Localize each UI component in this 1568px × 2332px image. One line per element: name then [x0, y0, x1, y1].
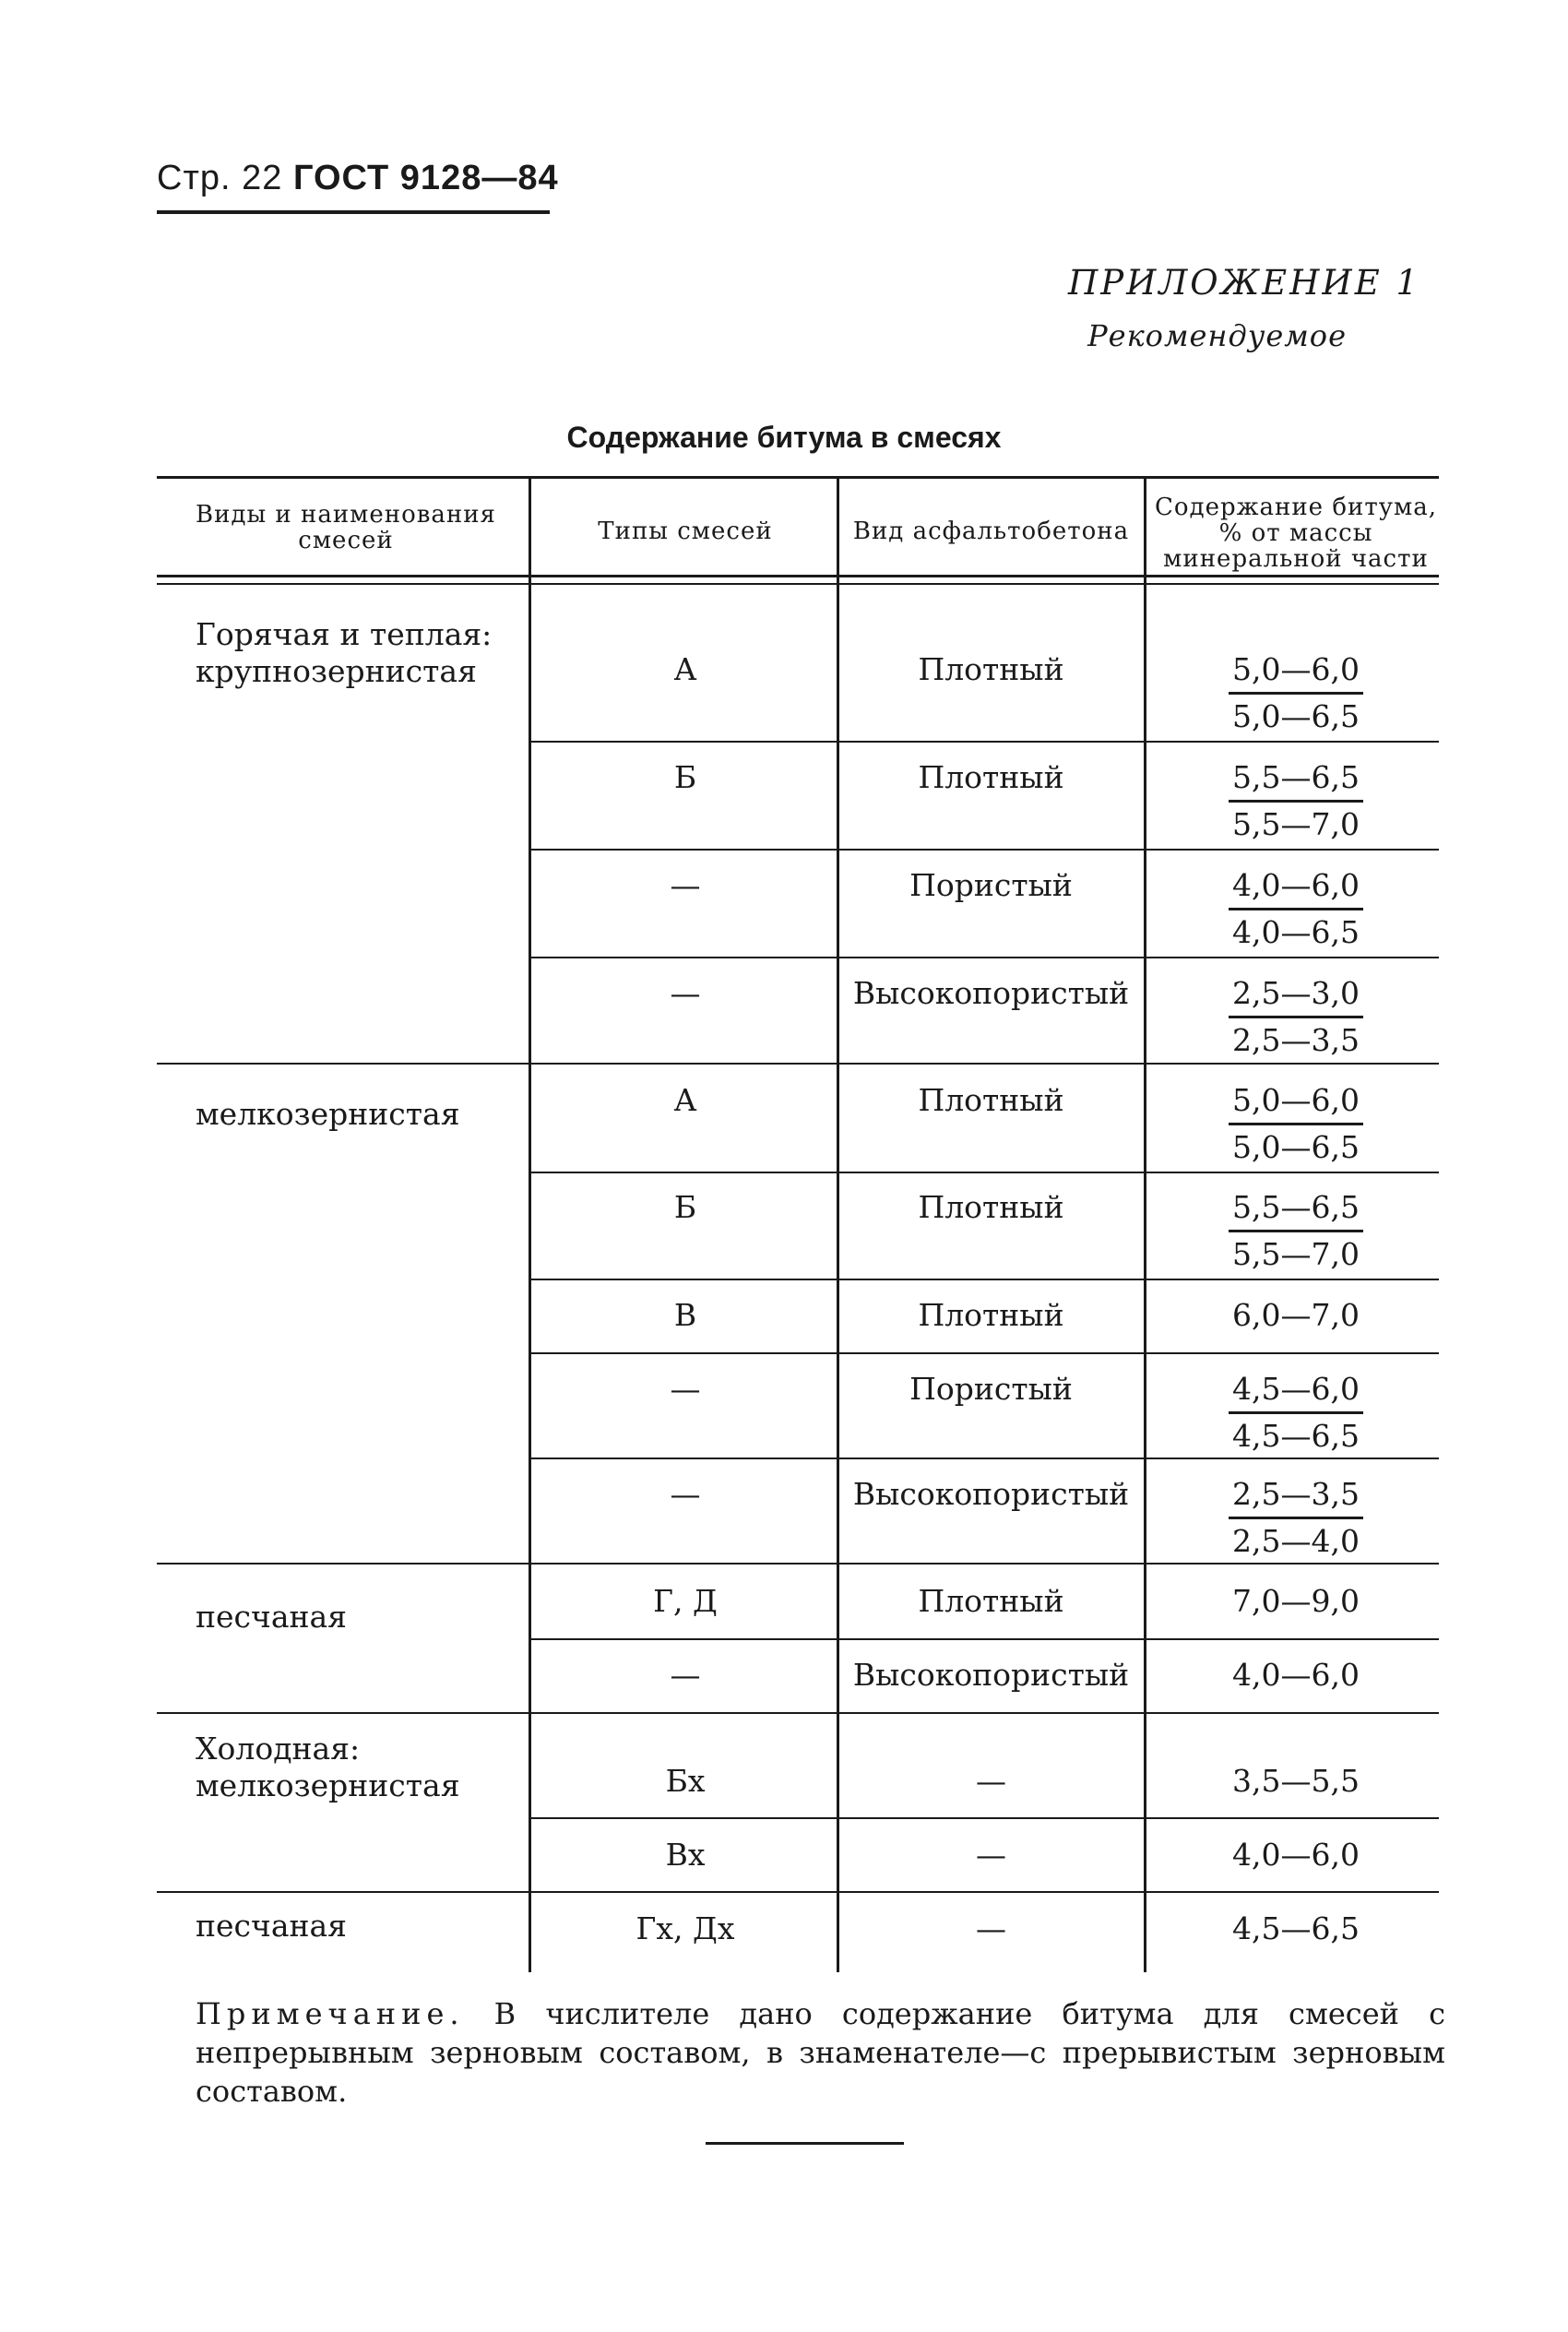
bitumen-denominator: 5,0—6,5: [1232, 1129, 1360, 1165]
header-rule: [157, 210, 550, 214]
cell-type: Бх: [665, 1763, 706, 1799]
cell-kind: Горячая и теплая: крупнозернистая: [196, 616, 493, 689]
cell-concrete: Плотный: [918, 1583, 1064, 1619]
bitumen-fraction: [1229, 651, 1363, 735]
cell-kind: Холодная: мелкозернистая: [196, 1731, 460, 1803]
cell-concrete: Плотный: [918, 1082, 1064, 1118]
cell-type: А: [673, 651, 697, 687]
cell-bitumen: [1148, 651, 1443, 735]
cell-kind: песчаная: [196, 1908, 347, 1944]
row-rule: [530, 1458, 1439, 1459]
group-rule: [157, 1063, 1439, 1065]
column-rule-1: [529, 476, 531, 1972]
bitumen-numerator: 2,5—3,5: [1229, 1476, 1363, 1519]
bitumen-numerator: 5,5—6,5: [1229, 759, 1363, 803]
cell-bitumen: [1148, 1082, 1443, 1166]
note-label: Примечание.: [196, 1996, 465, 2031]
cell-bitumen: [1148, 975, 1443, 1059]
cell-concrete: Плотный: [918, 759, 1064, 795]
appendix-title: ПРИЛОЖЕНИЕ 1: [1067, 263, 1420, 303]
row-rule: [530, 1279, 1439, 1280]
cell-type: В: [673, 1297, 697, 1333]
group-rule: [157, 1563, 1439, 1565]
table-note: [196, 1994, 1445, 2111]
cell-type: Б: [673, 759, 697, 795]
bitumen-fraction: [1229, 1371, 1363, 1455]
cell-bitumen: [1148, 1476, 1443, 1560]
bitumen-denominator: 5,0—6,5: [1232, 698, 1360, 734]
row-rule: [530, 957, 1439, 958]
bitumen-fraction: [1229, 975, 1363, 1059]
bitumen-fraction: [1229, 1082, 1363, 1166]
group-rule: [157, 1712, 1439, 1714]
note-text: В числителе дано содержание битума для смесей с непрерывным зерновым составом, в знаменателе—с прерывистым зерновым составом.: [196, 1996, 1445, 2109]
page-number: Стр. 22: [157, 159, 283, 197]
cell-bitumen: 4,0—6,0: [1232, 1837, 1360, 1873]
cell-bitumen: [1148, 759, 1443, 843]
standard-number: ГОСТ 9128—84: [292, 159, 559, 197]
table-title: Содержание битума в смесях: [566, 421, 1002, 454]
bitumen-numerator: 5,0—6,0: [1229, 1082, 1363, 1125]
cell-bitumen: 6,0—7,0: [1232, 1297, 1360, 1333]
end-rule: [706, 2142, 904, 2145]
bitumen-denominator: 2,5—3,5: [1232, 1022, 1360, 1058]
bitumen-fraction: [1229, 759, 1363, 843]
column-header-concrete: Вид асфальтобетона: [852, 518, 1130, 545]
cell-bitumen: [1148, 867, 1443, 951]
cell-bitumen: [1148, 1371, 1443, 1455]
table-top-rule: [157, 476, 1439, 479]
cell-type: Гх, Дх: [636, 1910, 735, 1946]
header-bottom-rule: [157, 575, 1439, 577]
cell-type: Г, Д: [653, 1583, 718, 1619]
cell-concrete: Плотный: [918, 651, 1064, 687]
cell-type: А: [673, 1082, 697, 1118]
bitumen-fraction: [1229, 1189, 1363, 1273]
row-rule: [530, 849, 1439, 851]
bitumen-denominator: 5,5—7,0: [1232, 806, 1360, 842]
cell-concrete: Пористый: [909, 867, 1073, 903]
cell-bitumen: 4,5—6,5: [1232, 1910, 1360, 1946]
cell-type: —: [670, 1371, 701, 1407]
bitumen-denominator: 5,5—7,0: [1232, 1236, 1360, 1272]
row-rule: [530, 1352, 1439, 1354]
bitumen-numerator: 5,5—6,5: [1229, 1189, 1363, 1232]
bitumen-numerator: 5,0—6,0: [1229, 651, 1363, 695]
cell-bitumen: 3,5—5,5: [1232, 1763, 1360, 1799]
bitumen-numerator: 2,5—3,0: [1229, 975, 1363, 1018]
cell-concrete: —: [976, 1763, 1006, 1799]
row-rule: [530, 741, 1439, 743]
cell-type: Б: [673, 1189, 697, 1225]
cell-concrete: Плотный: [918, 1297, 1064, 1333]
bitumen-denominator: 4,0—6,5: [1232, 914, 1360, 950]
column-rule-3: [1144, 476, 1146, 1972]
bitumen-fraction: [1229, 867, 1363, 951]
cell-bitumen: 7,0—9,0: [1232, 1583, 1360, 1619]
cell-type: —: [670, 975, 701, 1011]
row-rule: [530, 1172, 1439, 1173]
column-header-bitumen: Содержание битума, % от массы минеральной части: [1155, 494, 1437, 573]
cell-bitumen: 4,0—6,0: [1232, 1657, 1360, 1693]
cell-kind: песчаная: [196, 1599, 347, 1635]
bitumen-denominator: 4,5—6,5: [1232, 1418, 1360, 1454]
column-header-type: Типы смесей: [598, 518, 773, 545]
cell-type: —: [670, 1476, 701, 1512]
group-rule: [157, 1891, 1439, 1893]
bitumen-numerator: 4,0—6,0: [1229, 867, 1363, 910]
cell-concrete: —: [976, 1910, 1006, 1946]
bitumen-numerator: 4,5—6,0: [1229, 1371, 1363, 1414]
row-rule: [530, 1817, 1439, 1819]
cell-concrete: Пористый: [909, 1371, 1073, 1407]
cell-type: —: [670, 1657, 701, 1693]
column-header-kind: Виды и наименования смесей: [196, 501, 496, 554]
page-header: [157, 159, 559, 198]
cell-concrete: —: [976, 1837, 1006, 1873]
cell-bitumen: [1148, 1189, 1443, 1273]
cell-concrete: Высокопористый: [852, 1476, 1130, 1512]
cell-concrete: Высокопористый: [852, 975, 1130, 1011]
cell-type: —: [670, 867, 701, 903]
header-bottom-rule-2: [157, 583, 1439, 585]
cell-concrete: Высокопористый: [852, 1657, 1130, 1693]
cell-type: Вх: [665, 1837, 706, 1873]
row-rule: [530, 1638, 1439, 1640]
cell-concrete: Плотный: [918, 1189, 1064, 1225]
bitumen-fraction: [1229, 1476, 1363, 1560]
bitumen-denominator: 2,5—4,0: [1232, 1523, 1360, 1559]
appendix-subtitle: Рекомендуемое: [1087, 318, 1347, 353]
cell-kind: мелкозернистая: [196, 1096, 460, 1132]
